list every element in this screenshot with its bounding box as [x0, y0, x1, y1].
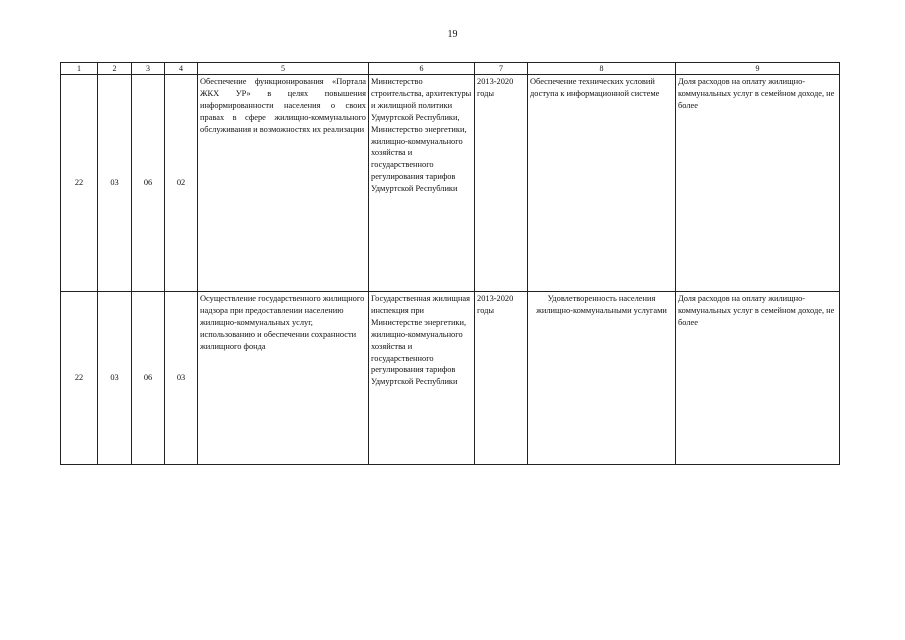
header-cell: 7: [475, 63, 528, 75]
header-cell: 1: [61, 63, 98, 75]
period-cell: 2013-2020 годы: [475, 75, 528, 292]
code-cell: 03: [98, 75, 132, 292]
header-cell: 2: [98, 63, 132, 75]
table-row: [61, 75, 840, 292]
header-row: [61, 63, 840, 75]
code-cell: 06: [132, 292, 165, 465]
responsible-cell: Министерство строительства, архитектуры и жилищной политики Удмуртской Республики, Министерство энергетики, жилищно-коммунального хозяйства и государственного регулирования тарифов Удмуртской Республики: [369, 75, 475, 292]
period-cell: 2013-2020 годы: [475, 292, 528, 465]
indicator-cell: Доля расходов на оплату жилищно-коммунальных услуг в семейном доходе, не более: [676, 75, 840, 292]
header-cell: 4: [165, 63, 198, 75]
description-cell: Осуществление государственного жилищного надзора при предоставлении населению жилищно-коммунальных услуг, использованию и обеспечении сохранности жилищного фонда: [198, 292, 369, 465]
code-cell: 22: [61, 75, 98, 292]
result-cell: Удовлетворенность населения жилищно-коммунальными услугами: [528, 292, 676, 465]
result-cell: Обеспечение технических условий доступа к информационной системе: [528, 75, 676, 292]
responsible-cell: Государственная жилищная инспекция при Министерстве энергетики, жилищно-коммунального хозяйства и государственного регулирования тарифов Удмуртской Республики: [369, 292, 475, 465]
header-cell: 6: [369, 63, 475, 75]
code-cell: 06: [132, 75, 165, 292]
code-cell: 02: [165, 75, 198, 292]
program-table: [60, 62, 840, 465]
code-cell: 22: [61, 292, 98, 465]
header-cell: 9: [676, 63, 840, 75]
code-cell: 03: [98, 292, 132, 465]
table-row: [61, 292, 840, 465]
code-cell: 03: [165, 292, 198, 465]
header-cell: 5: [198, 63, 369, 75]
header-cell: 8: [528, 63, 676, 75]
indicator-cell: Доля расходов на оплату жилищно-коммунальных услуг в семейном доходе, не более: [676, 292, 840, 465]
page-number: 19: [447, 29, 458, 40]
header-cell: 3: [132, 63, 165, 75]
description-cell: Обеспечение функционирования «Портала ЖКХ УР» в целях повышения информированности населения о своих правах в сфере жилищно-коммунального обслуживания и возможностях их реализации: [198, 75, 369, 292]
